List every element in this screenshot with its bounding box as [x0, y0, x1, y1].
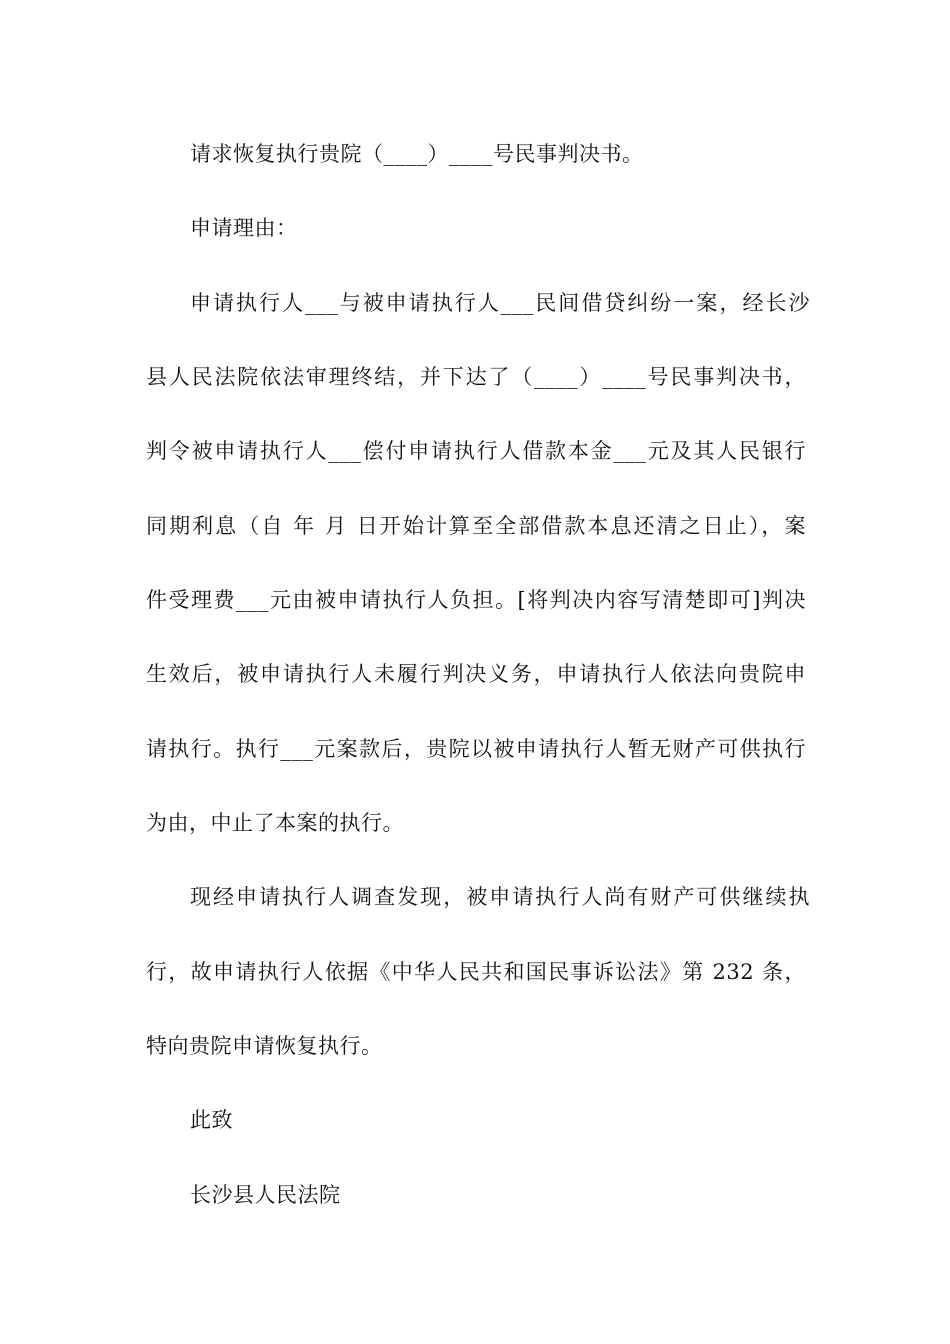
- paragraph1-line: 为由，中止了本案的执行。: [146, 811, 404, 835]
- paragraph1-line: 请执行。执行___元案款后，贵院以被申请执行人暂无财产可供执行: [146, 737, 806, 761]
- paragraph2-line: 行，故申请执行人依据《中华人民共和国民事诉讼法》第 232 条，: [146, 960, 806, 984]
- paragraph2-line: 现经申请执行人调查发现，被申请执行人尚有财产可供继续执: [190, 885, 810, 909]
- request-line: 请求恢复执行贵院（____）____号民事判决书。: [190, 142, 644, 166]
- paragraph2-line: 特向贵院申请恢复执行。: [146, 1034, 383, 1058]
- paragraph1-line: 申请执行人___与被申请执行人___民间借贷纠纷一案，经长沙: [190, 291, 810, 315]
- paragraph1-line: 县人民法院依法审理终结，并下达了（____）____号民事判决书，: [146, 365, 806, 389]
- reason-heading: 申请理由：: [190, 216, 298, 240]
- paragraph1-line: 件受理费___元由被申请执行人负担。[将判决内容写清楚即可]判决: [146, 588, 806, 612]
- salutation: 此致: [190, 1108, 233, 1132]
- paragraph1-line: 同期利息（自 年 月 日开始计算至全部借款本息还清之日止），案: [146, 514, 806, 538]
- paragraph1-line: 生效后，被申请执行人未履行判决义务，申请执行人依法向贵院申: [146, 662, 806, 686]
- paragraph1-line: 判令被申请执行人___偿付申请执行人借款本金___元及其人民银行: [146, 439, 806, 463]
- court-name: 长沙县人民法院: [190, 1183, 341, 1207]
